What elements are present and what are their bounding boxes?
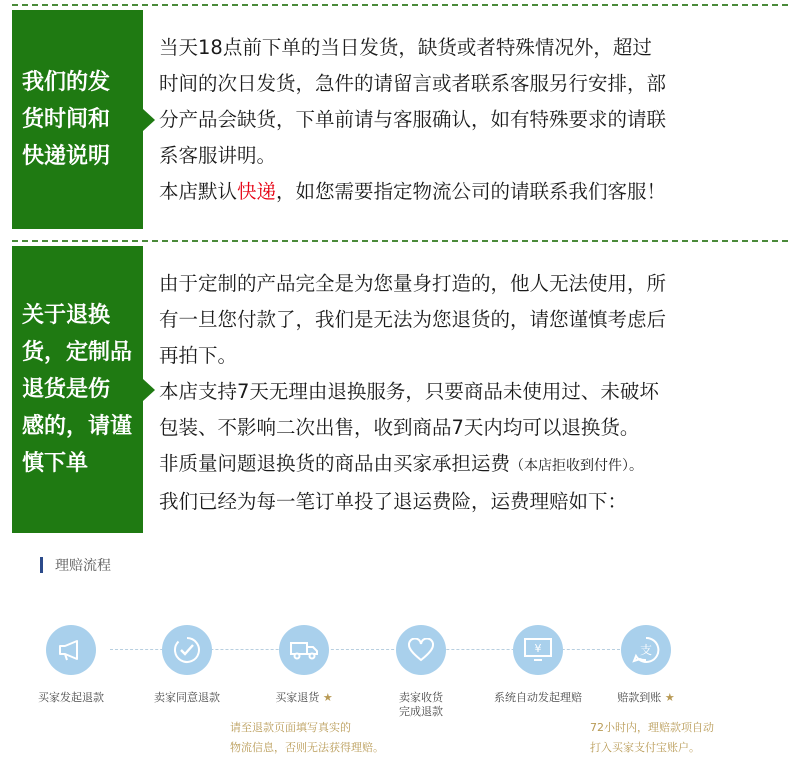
check-icon (162, 625, 212, 675)
return-text (159, 266, 788, 520)
return-text-line: 包装、不影响二次出售，收到商品7天内均可以退换货。 (159, 416, 640, 439)
return-label-line: 退货是伤 (22, 377, 111, 402)
divider-middle (12, 240, 788, 242)
flow-step-label: 买家发起退款 (38, 691, 104, 704)
star-icon: ★ (322, 691, 333, 704)
return-label-line: 货，定制品 (22, 340, 133, 365)
heart-icon (396, 625, 446, 675)
return-note-line: 物流信息，否则无法获得理赔。 (230, 741, 384, 754)
shipping-info-section (12, 10, 788, 229)
flow-step-payout (576, 625, 716, 705)
shipping-label-line: 快递说明 (22, 144, 111, 169)
default-courier-suffix: ，如您需要指定物流公司的请联系我们客服！ (276, 180, 667, 203)
return-label-line: 慎下单 (22, 451, 89, 476)
yen-symbol: ¥ (534, 642, 542, 655)
shipping-label-box (12, 10, 143, 229)
return-shipping-line (159, 446, 788, 484)
alipay-icon (621, 625, 671, 675)
shipping-label-line: 货时间和 (22, 107, 111, 132)
return-shipping-main: 非质量问题退换货的商品由买家承担运费 (159, 452, 511, 475)
insurance-line: 我们已经为每一笔订单投了退运费险，运费理赔如下： (159, 490, 628, 513)
star-icon: ★ (664, 691, 675, 704)
flow-step-label: 系统自动发起理赔 (494, 691, 582, 704)
default-courier-prefix: 本店默认 (159, 180, 238, 203)
return-text-line: 有一旦您付款了，我们是无法为您退货的，请您谨慎考虑后 (159, 308, 667, 331)
shipping-text-line: 系客服讲明。 (159, 144, 277, 167)
return-label-line: 关于退换 (22, 303, 111, 328)
label-arrow (143, 109, 155, 131)
flow-step-label-text: 买家退货 (275, 691, 320, 704)
megaphone-icon (46, 625, 96, 675)
payout-note-line: 72小时内，理赔款项自动 (590, 721, 714, 734)
return-label-box (12, 246, 143, 533)
return-text-line: 再拍下。 (159, 344, 238, 367)
claim-flow-title-text: 理赔流程 (55, 558, 111, 574)
flow-step-label (576, 691, 716, 705)
return-text-line: 由于定制的产品完全是为您量身打造的，他人无法使用，所 (159, 272, 667, 295)
flow-step-label-text: 赔款到账 (617, 691, 662, 704)
return-note (230, 718, 384, 758)
flow-step-label-line: 卖家收货 (399, 691, 443, 704)
flow-step-label: 卖家同意退款 (154, 691, 220, 704)
shipping-text-line: 当天18点前下单的当日发货，缺货或者特殊情况外，超过 (159, 36, 652, 59)
return-note-line: 请至退款页面填写真实的 (230, 721, 351, 734)
shipping-text-line: 时间的次日发货，急件的请留言或者联系客服另行安排，部 (159, 72, 667, 95)
alipay-zhi-char: 支 (639, 643, 653, 657)
claim-flow-title (40, 556, 111, 574)
return-policy-section (12, 246, 788, 533)
return-label-line: 感的，请谨 (22, 414, 133, 439)
title-bar (40, 557, 43, 573)
yen-monitor-icon (513, 625, 563, 675)
label-arrow (143, 379, 155, 401)
shipping-label-line: 我们的发 (22, 70, 111, 95)
courier-highlight: 快递 (237, 180, 277, 203)
return-text-line: 本店支持7天无理由退换服务，只要商品未使用过、未破坏 (159, 380, 659, 403)
truck-icon (279, 625, 329, 675)
return-shipping-note: （本店拒收到付件）。 (510, 458, 644, 474)
flow-step-label-line: 完成退款 (399, 705, 443, 718)
payout-note (590, 718, 714, 758)
default-courier-line (159, 174, 788, 210)
shipping-text (159, 30, 788, 210)
shipping-text-line: 分产品会缺货，下单前请与客服确认，如有特殊要求的请联 (159, 108, 667, 131)
payout-note-line: 打入买家支付宝账户。 (590, 741, 700, 754)
divider-top (12, 4, 788, 6)
